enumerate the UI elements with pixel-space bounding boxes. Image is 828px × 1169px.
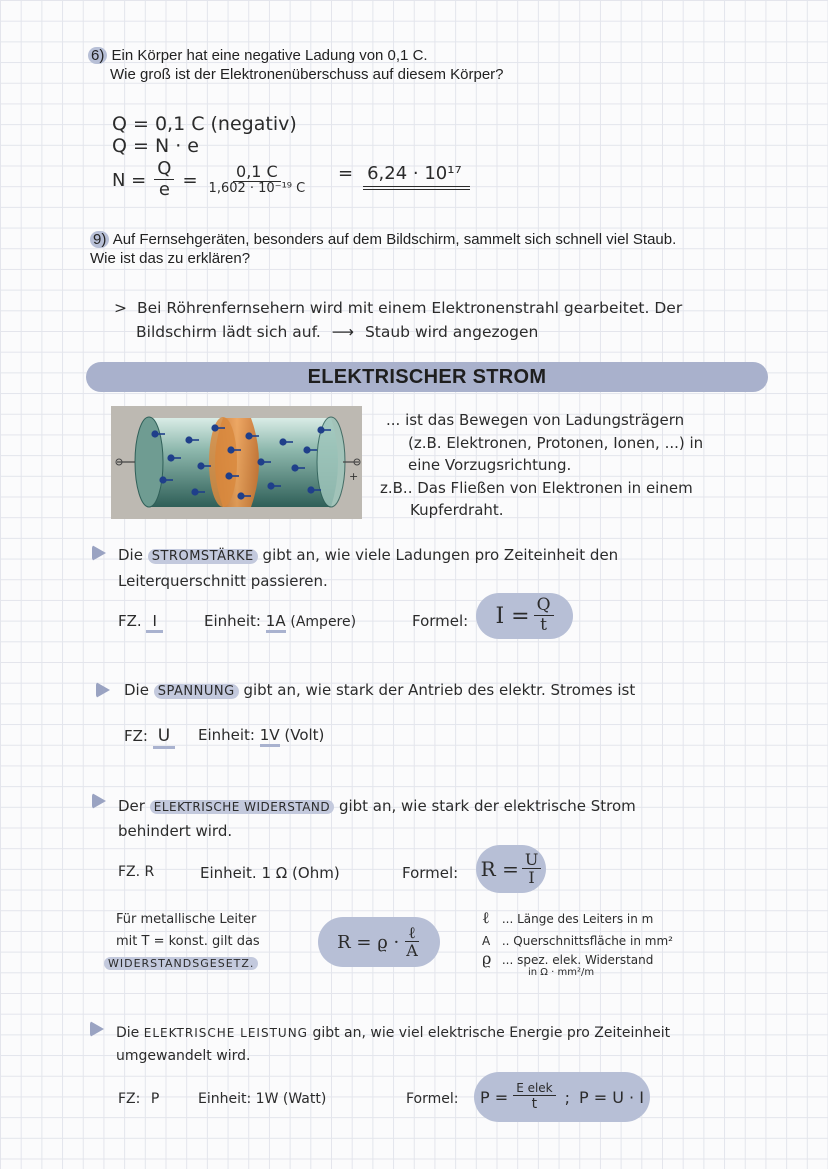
widerstand-law-line3 bbox=[104, 953, 260, 975]
widerstand-einheit: Einheit. 1 Ω (Ohm) bbox=[200, 864, 340, 882]
bullet-arrow-icon bbox=[90, 1021, 104, 1037]
leistung-line1: Die ELEKTRISCHE LEISTUNG gibt an, wie viel elektrische Energie pro Zeiteinheit bbox=[116, 1025, 671, 1041]
legend-resistivity: ϱ ... spez. elek. Widerstand bbox=[482, 949, 654, 968]
strom-formula-fraction: $\frac{Q}{t}$ bbox=[534, 596, 554, 635]
strom-fz: FZ. I bbox=[118, 612, 163, 630]
widerstandsgesetz-term: WIDERSTANDSGESETZ. bbox=[104, 957, 258, 970]
definition-line1: ... ist das Bewegen von Ladungsträgern bbox=[386, 411, 685, 429]
q6-line2: Wie groß ist der Elektronenüberschuss auf diesem Körper? bbox=[110, 66, 504, 83]
bullet-arrow-icon bbox=[92, 545, 106, 561]
q9-answer-bullet: > bbox=[114, 299, 127, 317]
widerstand-legend bbox=[482, 907, 673, 979]
strom-line1: Die STROMSTÄRKE gibt an, wie viele Ladungen pro Zeiteinheit den bbox=[118, 546, 619, 564]
strom-einheit-value: 1A bbox=[266, 612, 286, 633]
electron-dot bbox=[159, 476, 166, 483]
q9-answer-line1: > Bei Röhrenfernsehern wird mit einem Elektronenstrahl gearbeitet. Der bbox=[114, 299, 683, 317]
leistung-term: ELEKTRISCHE LEISTUNG bbox=[143, 1026, 308, 1040]
q6-line1: 6) Ein Körper hat eine negative Ladung von 0,1 C. bbox=[88, 46, 648, 65]
leistung-formula-fraction: $\frac{\text{E elek}}{t}$ bbox=[513, 1082, 555, 1112]
definition-text bbox=[380, 409, 704, 522]
electron-flow-diagram bbox=[111, 406, 362, 519]
q9-number: 9) bbox=[90, 231, 109, 248]
widerstand-formula-fraction: $\frac{U}{I}$ bbox=[522, 851, 541, 888]
section-bar bbox=[86, 362, 768, 392]
strom-einheit: Einheit: 1A (Ampere) bbox=[204, 612, 356, 630]
definition-line3: eine Vorzugsrichtung. bbox=[408, 456, 572, 474]
q6-result: 6,24 · 10¹⁷ bbox=[363, 163, 470, 190]
spannung-definition: Die SPANNUNG gibt an, wie stark der Antrieb des elektr. Stromes ist bbox=[124, 681, 636, 699]
electron-dot bbox=[307, 486, 314, 493]
strom-definition bbox=[118, 543, 778, 593]
spannung-fz: FZ: U bbox=[124, 726, 175, 746]
bullet-arrow-icon bbox=[92, 793, 106, 809]
spannung-einheit: Einheit: 1V (Volt) bbox=[198, 726, 324, 744]
conductor-illustration bbox=[111, 406, 362, 519]
leistung-formula2: P = U · I bbox=[579, 1087, 644, 1107]
electron-dot bbox=[267, 482, 274, 489]
leistung-fz: FZ: P bbox=[118, 1091, 160, 1107]
widerstand-line1: Der ELEKTRISCHE WIDERSTAND gibt an, wie stark der elektrische Strom bbox=[118, 797, 636, 815]
definition-line4: z.B.. Das Fließen von Elektronen in einem bbox=[380, 478, 693, 497]
definition-line5: Kupferdraht. bbox=[410, 501, 504, 519]
q6-number: 6) bbox=[88, 47, 107, 64]
electron-dot bbox=[151, 430, 158, 437]
electron-dot bbox=[279, 438, 286, 445]
strom-formula-bubble: I = $\frac{Q}{t}$ bbox=[476, 593, 573, 639]
q9-line1: 9) Auf Fernsehgeräten, besonders auf dem Bildschirm, sammelt sich schnell viel Staub. bbox=[90, 230, 730, 249]
legend-resistivity-unit: in Ω · mm²/m bbox=[528, 967, 595, 978]
strom-fz-value: I bbox=[146, 612, 162, 633]
leistung-einheit: Einheit: 1W (Watt) bbox=[198, 1091, 327, 1107]
legend-length: ℓ ... Länge des Leiters in m bbox=[482, 908, 654, 927]
q9-answer-line2: Bildschirm lädt sich auf. ⟶ Staub wird angezogen bbox=[136, 323, 539, 341]
leistung-definition bbox=[116, 1022, 806, 1068]
q6-equals: = bbox=[182, 169, 198, 191]
definition-line2: (z.B. Elektronen, Protonen, Ionen, ...) in bbox=[408, 433, 704, 452]
widerstand-fz: FZ. R bbox=[118, 864, 155, 880]
electron-dot bbox=[237, 492, 244, 499]
q6-fraction1: $\frac{Q}{e}$ bbox=[154, 159, 174, 200]
section-title: ELEKTRISCHER STROM bbox=[307, 365, 547, 388]
q6-fraction2: $\frac{0,1 C}{\text{1,602 · 10⁻¹⁹ C}}$ bbox=[208, 162, 306, 196]
widerstand-law-fraction: $\frac{\text{ℓ}}{A}$ bbox=[406, 922, 418, 961]
widerstand-law-line2: mit T = konst. gilt das bbox=[116, 934, 260, 949]
q6-equals2: = bbox=[338, 163, 354, 184]
plus-terminal: + bbox=[349, 470, 359, 483]
q9-answer bbox=[114, 296, 682, 344]
q6-work1: Q = 0,1 C (negativ) bbox=[112, 113, 297, 135]
electron-dot bbox=[227, 446, 234, 453]
electron-dot bbox=[197, 462, 204, 469]
spannung-fz-value: U bbox=[153, 726, 175, 749]
strom-term: STROMSTÄRKE bbox=[148, 549, 258, 564]
leistung-formel-label: Formel: bbox=[406, 1091, 459, 1107]
widerstand-line2: behindert wird. bbox=[118, 822, 233, 840]
widerstand-definition bbox=[118, 794, 798, 843]
electron-dot bbox=[291, 464, 298, 471]
q9-line2: Wie ist das zu erklären? bbox=[90, 250, 251, 267]
leistung-line2: umgewandelt wird. bbox=[116, 1048, 251, 1064]
legend-area: A .. Querschnittsfläche in mm² bbox=[482, 934, 673, 948]
widerstand-law-line1: Für metallische Leiter bbox=[116, 912, 257, 927]
bullet-arrow-icon bbox=[96, 682, 110, 698]
q9-question bbox=[90, 230, 730, 268]
spannung-term: SPANNUNG bbox=[154, 684, 239, 699]
electron-dot bbox=[185, 436, 192, 443]
q6-n-label: N = bbox=[112, 169, 147, 191]
widerstand-law-text bbox=[108, 909, 260, 975]
electron-dot bbox=[257, 458, 264, 465]
electron-dot bbox=[191, 488, 198, 495]
leistung-formula-bubble: P = $\frac{\text{E elek}}{t}$ ; P = U · I bbox=[474, 1072, 650, 1122]
electron-dot bbox=[225, 472, 232, 479]
spannung-einheit-value: 1V bbox=[260, 726, 280, 747]
widerstand-formel-label: Formel: bbox=[402, 864, 459, 882]
electron-dot bbox=[211, 424, 218, 431]
strom-formel-label: Formel: bbox=[412, 612, 469, 630]
strom-line2: Leiterquerschnitt passieren. bbox=[118, 572, 328, 590]
q6-work2: Q = N · e bbox=[112, 135, 199, 157]
widerstand-term: ELEKTRISCHE WIDERSTAND bbox=[150, 800, 334, 814]
electron-dot bbox=[317, 426, 324, 433]
electron-dot bbox=[245, 432, 252, 439]
widerstand-law-bubble: R = ϱ · $\frac{\text{ℓ}}{A}$ bbox=[318, 917, 440, 967]
electron-dot bbox=[167, 454, 174, 461]
q6-calc bbox=[112, 158, 308, 202]
q6-question bbox=[88, 46, 648, 84]
electron-dot bbox=[303, 446, 310, 453]
q6-result-line bbox=[338, 163, 470, 190]
arrow-right-icon: ⟶ bbox=[331, 323, 354, 341]
widerstand-formula-bubble: R = $\frac{U}{I}$ bbox=[476, 845, 546, 893]
